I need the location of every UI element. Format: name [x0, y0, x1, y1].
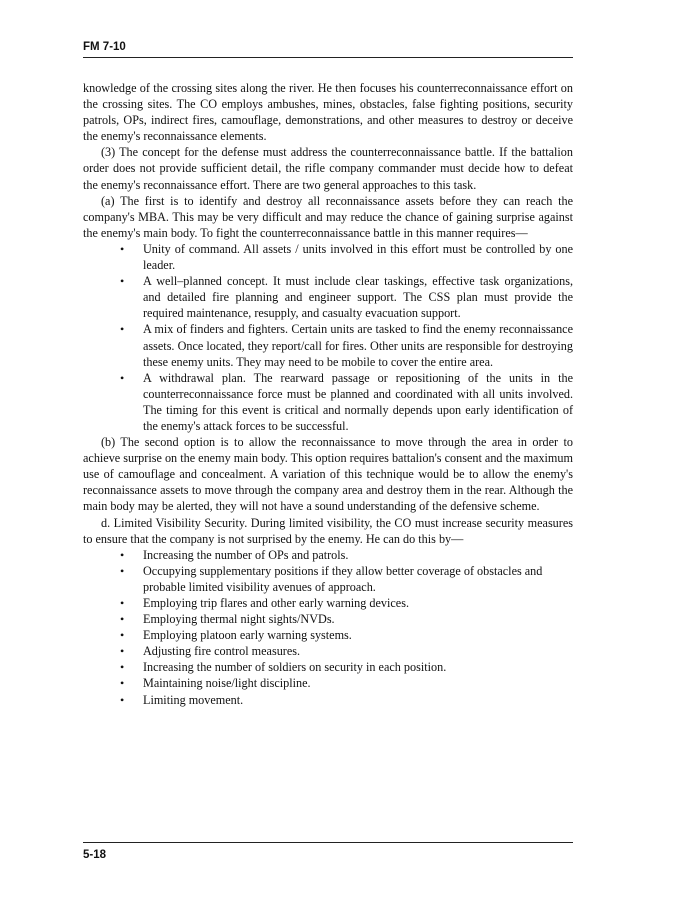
paragraph-option-b: (b) The second option is to allow the reconnaissance to move through the area in order to achieve surprise on the enemy main body. This option requires battalion's consent and the maximum use of camouflage and concealment. A variation of this technique would be to allow the enemy's reconnaissance assets to move through the company area and destroy them in the rear. Although the main body may be alerted, they will not have a sound understanding of the defensive scheme.: [83, 435, 573, 514]
list-item-text: Occupying supplementary positions if they allow better coverage of obstacles and probable limited visibility avenues of approach.: [143, 563, 543, 594]
body-text: [83, 80, 573, 708]
bullet-icon: •: [120, 563, 125, 578]
list-item-text: Increasing the number of soldiers on security in each position.: [143, 660, 447, 675]
bullet-icon: •: [120, 612, 125, 627]
list-item: [120, 659, 573, 675]
list-item: [120, 627, 573, 643]
page-number: 5-18: [83, 849, 107, 861]
list-item: [120, 643, 573, 659]
bullet-icon: •: [120, 274, 125, 289]
list-item-text: Employing thermal night sights/NVDs.: [143, 612, 335, 627]
bullet-icon: •: [120, 644, 125, 659]
list-item-text: Increasing the number of OPs and patrols.: [143, 547, 349, 562]
bullet-icon: •: [120, 547, 125, 562]
list-item-text: Employing trip flares and other early warning devices.: [143, 596, 410, 610]
bullet-icon: •: [120, 370, 125, 385]
bullet-icon: •: [120, 596, 125, 610]
list-item: [120, 273, 573, 321]
page-header: [83, 40, 573, 58]
paragraph-continuation: knowledge of the crossing sites along the river. He then focuses his counterreconnaissance effort on the crossing sites. The CO employs ambushes, mines, obstacles, false fighting positions, security patrols, OPs, indirect fires, camouflage, demonstrations, and other measures to destroy or deceive the enemy's reconnaissance elements.: [83, 81, 573, 144]
list-item-text: A mix of finders and fighters. Certain units are tasked to find the enemy reconnaissance assets. Once located, they report/call for fires. Other units are responsible for destroying these enemy units. They may need to be mobile to cover the entire area.: [143, 322, 573, 369]
paragraph-concept-defense: (3) The concept for the defense must address the counterreconnaissance battle. If the battalion order does not provide sufficient detail, the rifle company commander must decide how to defeat the enemy's reconnaissance effort. There are two general approaches to this task.: [83, 145, 573, 192]
list-item-text: A withdrawal plan. The rearward passage or repositioning of the units in the counterreconnaissance force must be planned and coordinated with all units involved. The timing for this event is critical and normally depends upon early identification of the enemy's attack forces to be successful.: [143, 370, 573, 433]
list-item: [120, 611, 573, 627]
paragraph-option-a: (a) The first is to identify and destroy all reconnaissance assets before they can reach the company's MBA. This may be very difficult and may reduce the chance of gaining surprise against the enemy's main body. To fight the counterreconnaissance battle in this manner requires—: [83, 193, 573, 240]
list-item: [120, 370, 573, 434]
list-item-text: Unity of command. All assets / units involved in this effort must be controlled by one leader.: [143, 241, 573, 273]
document-id: FM 7-10: [83, 41, 126, 53]
list-item: [120, 321, 573, 369]
list-item: [120, 595, 573, 611]
requirements-list: [83, 241, 573, 434]
bullet-icon: •: [120, 322, 125, 337]
list-item: [120, 563, 573, 595]
header-rule: [83, 57, 573, 58]
page-footer: [83, 842, 573, 862]
bullet-icon: •: [120, 628, 125, 643]
list-item-text: A well–planned concept. It must include clear taskings, effective task organizations, and detailed fire planning and engineer support. The CSS plan must provide the required maintenance, resupply, and casualty evacuation support.: [143, 274, 573, 321]
list-item-text: Adjusting fire control measures.: [143, 644, 301, 659]
list-item-text: Maintaining noise/light discipline.: [143, 676, 311, 691]
list-item: [120, 675, 573, 691]
bullet-icon: •: [120, 241, 125, 256]
bullet-icon: •: [120, 676, 125, 691]
security-measures-list: [83, 547, 573, 708]
list-item-text: Limiting movement.: [143, 692, 244, 707]
list-item: [120, 547, 573, 563]
list-item-text: Employing platoon early warning systems.: [143, 628, 352, 643]
bullet-icon: •: [120, 692, 125, 707]
list-item: [120, 692, 573, 708]
list-item: [120, 241, 573, 273]
paragraph-limited-visibility: d. Limited Visibility Security. During limited visibility, the CO must increase security measures to ensure that the company is not surprised by the enemy. He can do this by—: [83, 515, 573, 546]
bullet-icon: •: [120, 660, 125, 675]
